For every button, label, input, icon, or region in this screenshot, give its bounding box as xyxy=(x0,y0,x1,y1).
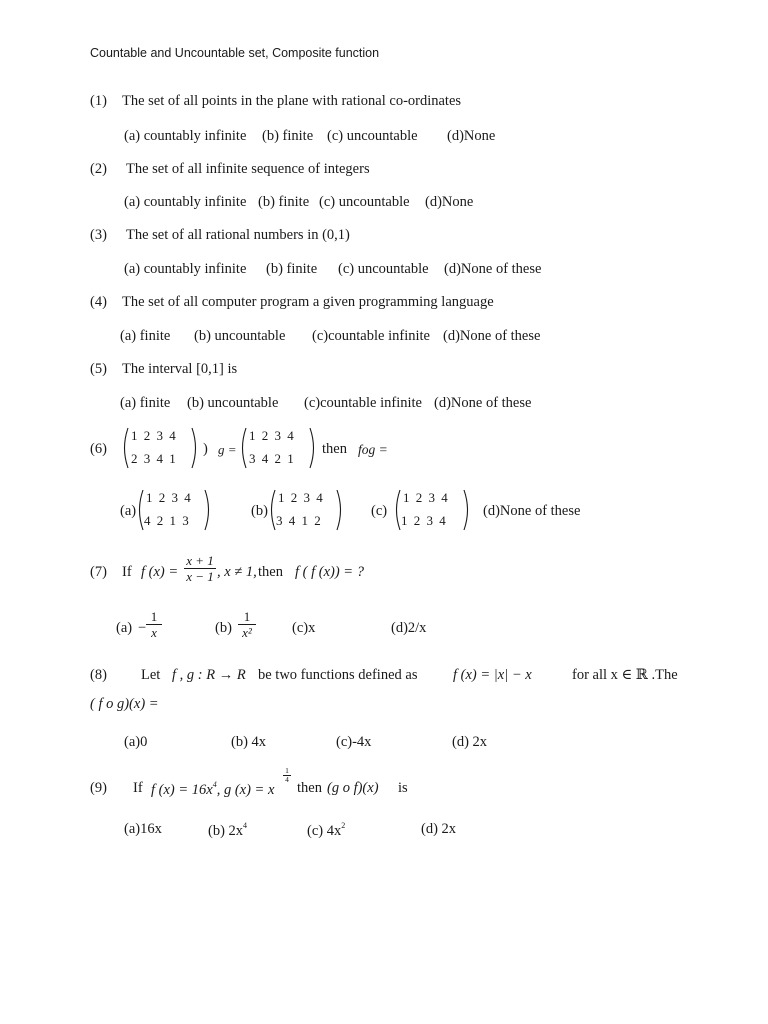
q6-then: then xyxy=(322,441,347,457)
matrix-row-bottom: 3 4 2 1 xyxy=(249,451,294,466)
q8-functions: f , g : R → R xyxy=(172,667,246,683)
q7-then: then xyxy=(258,564,283,580)
q8-for-all: for all x ∈ ℝ .The xyxy=(572,667,678,683)
q8-defined: be two functions defined as xyxy=(258,667,418,683)
q2-text: The set of all infinite sequence of integers xyxy=(126,161,370,177)
q7-condition: , x ≠ 1, xyxy=(217,564,257,580)
fraction-numerator: x + 1 xyxy=(184,553,216,569)
q5-number: (5) xyxy=(90,361,107,377)
q5-text: The interval [0,1] is xyxy=(122,361,238,377)
q7-if: If xyxy=(122,564,132,580)
q3-number: (3) xyxy=(90,227,107,243)
q2-option-d: (d)None xyxy=(425,194,474,210)
q8-let: Let xyxy=(141,667,161,683)
q2-option-c: (c) uncountable xyxy=(319,194,410,210)
fraction-denominator: x xyxy=(151,625,157,640)
q3-option-d: (d)None of these xyxy=(444,261,542,277)
q7-option-a-fraction xyxy=(146,609,162,640)
q9-then: then xyxy=(297,780,322,796)
q1-option-a: (a) countably infinite xyxy=(124,128,247,144)
q4-text: The set of all computer program a given programming language xyxy=(122,294,494,310)
q6-g-label: g = xyxy=(218,442,237,457)
q9-option-b: (b) $2x^4$ xyxy=(208,821,248,839)
q6-option-b-label: (b) xyxy=(251,503,268,519)
q6-matrix-f xyxy=(120,426,200,470)
fraction-numerator: 1 xyxy=(146,609,162,625)
matrix-row-top: 1 2 3 4 xyxy=(278,490,323,505)
q6-option-c-label: (c) xyxy=(371,503,388,519)
q6-option-d: (d)None of these xyxy=(483,503,581,519)
q8-option-b: (b) 4x xyxy=(231,734,267,750)
q8-option-c: (c)-4x xyxy=(336,734,372,750)
q7-option-a-sign: − xyxy=(138,620,147,636)
matrix-row-top: 1 2 3 4 xyxy=(146,490,191,505)
q8-number: (8) xyxy=(90,667,107,683)
q8-option-a: (a)0 xyxy=(124,734,148,750)
q7-ffx: f ( f (x)) = ? xyxy=(295,564,364,580)
q3-option-b: (b) finite xyxy=(266,261,318,277)
q7-option-a-label: (a) xyxy=(116,620,133,636)
q9-is: is xyxy=(398,780,408,796)
q1-option-c: (c) uncountable xyxy=(327,128,418,144)
q9-f-exponent: 4 xyxy=(212,780,217,789)
q8-option-d: (d) 2x xyxy=(452,734,488,750)
q8-fog: ( f o g)(x) = xyxy=(90,696,159,712)
q3-option-c: (c) uncountable xyxy=(338,261,429,277)
q4-number: (4) xyxy=(90,294,107,310)
fraction-denominator: x² xyxy=(242,625,252,640)
q9-option-a: (a)16x xyxy=(124,821,162,837)
fraction-denominator: 4 xyxy=(285,775,289,784)
q1-option-b: (b) finite xyxy=(262,128,314,144)
q1-option-d: (d)None xyxy=(447,128,496,144)
q6-option-a-matrix xyxy=(136,488,212,532)
q7-option-c: (c)x xyxy=(292,620,316,636)
matrix-row-top: 1 2 3 4 xyxy=(131,428,176,443)
q7-fx: f (x) = xyxy=(141,564,179,580)
q9-option-c: (c) $4x^2$ xyxy=(307,821,346,839)
matrix-row-top: 1 2 3 4 xyxy=(403,490,448,505)
q4-option-c: (c)countable infinite xyxy=(312,328,430,344)
q9-if: If xyxy=(133,780,143,796)
q7-number: (7) xyxy=(90,564,107,580)
q6-fog: fog = xyxy=(358,442,388,457)
q6-option-c-matrix xyxy=(393,488,471,532)
q6-option-a-label: (a) xyxy=(120,503,137,519)
matrix-row-bottom: 4 2 1 3 xyxy=(144,513,189,528)
q2-number: (2) xyxy=(90,161,107,177)
q1-number: (1) xyxy=(90,93,107,109)
fraction-numerator: 1 xyxy=(283,767,291,776)
matrix-row-bottom: 2 3 4 1 xyxy=(131,451,176,466)
page-title: Countable and Uncountable set, Composite function xyxy=(90,46,380,60)
q6-option-b-matrix xyxy=(268,488,344,532)
q5-option-b: (b) uncountable xyxy=(187,395,279,411)
q2-option-a: (a) countably infinite xyxy=(124,194,247,210)
q3-option-a: (a) countably infinite xyxy=(124,261,247,277)
q6-matrix-g xyxy=(238,426,318,470)
q9-number: (9) xyxy=(90,780,107,796)
q9-gof: (g o f)(x) xyxy=(327,780,379,796)
matrix-row-top: 1 2 3 4 xyxy=(249,428,294,443)
q9-exponent-fraction xyxy=(283,767,291,784)
q8-fx: f (x) = |x| − x xyxy=(453,667,532,683)
q9-g-expr: , g (x) = x xyxy=(216,782,275,798)
q2-option-b: (b) finite xyxy=(258,194,310,210)
q9-f-expr: f (x) = 16x xyxy=(151,782,213,798)
fraction-denominator: x − 1 xyxy=(186,569,214,584)
q9-option-d: (d) 2x xyxy=(421,821,457,837)
matrix-row-bottom: 1 2 3 4 xyxy=(401,513,446,528)
q7-option-b-label: (b) xyxy=(215,620,232,636)
q7-option-d: (d)2/x xyxy=(391,620,427,636)
q7-option-b-fraction xyxy=(238,609,256,640)
q4-option-d: (d)None of these xyxy=(443,328,541,344)
q5-option-d: (d)None of these xyxy=(434,395,532,411)
q7-fraction xyxy=(184,553,216,584)
fraction-numerator: 1 xyxy=(238,609,256,625)
q1-text: The set of all points in the plane with rational co-ordinates xyxy=(122,93,462,109)
q3-text: The set of all rational numbers in (0,1) xyxy=(126,227,350,243)
q6-number: (6) xyxy=(90,441,107,457)
q4-option-b: (b) uncountable xyxy=(194,328,286,344)
q9-expression xyxy=(151,780,274,799)
q5-option-a: (a) finite xyxy=(120,395,171,411)
q5-option-c: (c)countable infinite xyxy=(304,395,422,411)
matrix-row-bottom: 3 4 1 2 xyxy=(276,513,321,528)
q4-option-a: (a) finite xyxy=(120,328,171,344)
